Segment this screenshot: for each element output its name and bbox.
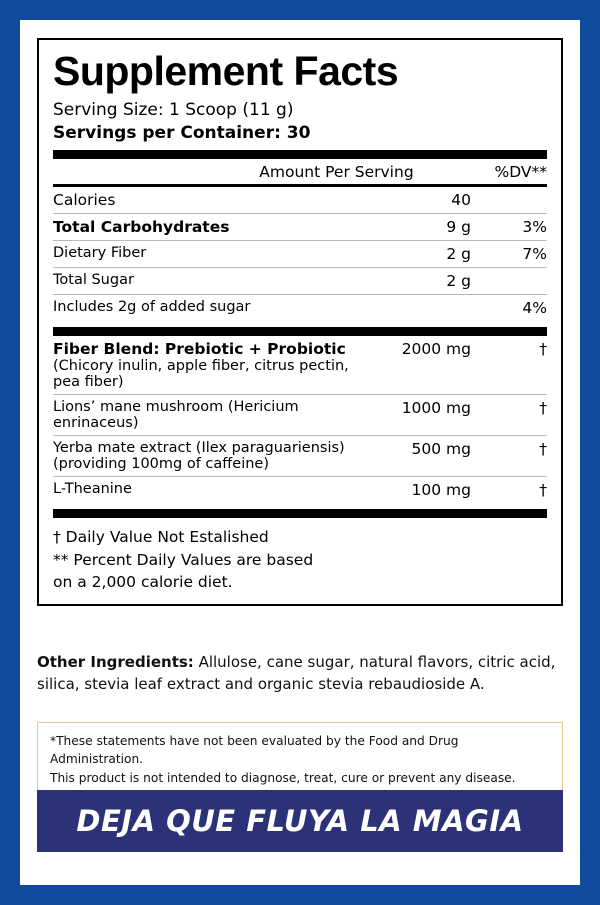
tagline-text: DEJA QUE FLUYA LA MAGIA — [76, 804, 524, 838]
blend-amount: 100 mg — [363, 477, 489, 504]
nutrient-dv: 4% — [489, 295, 547, 322]
nutrient-dv — [489, 268, 547, 295]
blend-rows — [53, 336, 547, 503]
blend-dv: † — [489, 436, 547, 477]
blend-dv: † — [539, 340, 547, 359]
table-row — [53, 187, 547, 214]
blend-amount: 500 mg — [363, 436, 489, 477]
blend-cell — [53, 477, 363, 504]
tagline-banner — [37, 790, 563, 852]
footnote-dagger: † Daily Value Not Estalished — [53, 528, 269, 547]
thick-rule-top — [53, 150, 547, 159]
blend-amount: 1000 mg — [363, 395, 489, 436]
blend-cell — [53, 336, 363, 395]
nutrient-amount: 40 — [451, 191, 471, 210]
table-header-row — [53, 159, 547, 184]
nutrient-amount: 2 g — [363, 268, 489, 295]
footnote-percent-dv-2: on a 2,000 calorie diet. — [53, 573, 233, 592]
nutrition-table — [53, 159, 547, 184]
blend-subtext: (providing 100mg of caffeine) — [53, 456, 269, 473]
table-row — [53, 268, 547, 295]
nutrient-name: Includes 2g of added sugar — [53, 295, 363, 322]
table-row — [53, 336, 547, 395]
thick-rule-middle — [53, 327, 547, 336]
nutrient-name: Dietary Fiber — [53, 241, 363, 268]
nutrient-dv: 3% — [489, 214, 547, 241]
nutrient-amount — [363, 295, 489, 322]
nutrient-rows — [53, 187, 547, 321]
blend-name: L-Theanine — [53, 481, 132, 498]
fda-disclaimer — [37, 722, 563, 798]
footnotes — [53, 526, 547, 593]
panel-title: Supplement Facts — [53, 48, 399, 94]
blend-cell — [53, 395, 363, 436]
other-ingredients-label: Other Ingredients: — [37, 653, 194, 671]
nutrient-name: Calories — [53, 191, 116, 210]
disclaimer-line-2: This product is not intended to diagnose, treat, cure or prevent any disease. — [50, 770, 516, 785]
nutrient-name: Total Carbohydrates — [53, 214, 363, 241]
nutrient-amount: 2 g — [363, 241, 489, 268]
blend-name: Fiber Blend: Prebiotic + Probiotic — [53, 340, 346, 359]
footnote-percent-dv-1: ** Percent Daily Values are based — [53, 550, 314, 569]
header-daily-value: %DV** — [494, 163, 547, 182]
table-row — [53, 477, 547, 504]
table-row — [53, 214, 547, 241]
blend-dv: † — [489, 395, 547, 436]
blend-amount: 2000 mg — [401, 340, 471, 359]
blend-name: Yerba mate extract (Ilex paraguariensis) — [53, 440, 345, 457]
blend-name: Lions’ mane mushroom (Hericium enrinaceus) — [53, 399, 299, 432]
table-row — [53, 295, 547, 322]
servings-per-container: Servings per Container: 30 — [53, 123, 311, 144]
nutrient-name: Total Sugar — [53, 268, 363, 295]
blend-subtext: (Chicory inulin, apple fiber, citrus pectin, pea fiber) — [53, 358, 349, 391]
label-card — [20, 20, 580, 885]
disclaimer-line-1: *These statements have not been evaluated by the Food and Drug Administration. — [50, 734, 459, 767]
header-amount-per-serving: Amount Per Serving — [259, 163, 414, 182]
blend-dv: † — [489, 477, 547, 504]
other-ingredients — [37, 652, 567, 696]
serving-size: Serving Size: 1 Scoop (11 g) — [53, 100, 294, 121]
nutrient-amount: 9 g — [363, 214, 489, 241]
table-row — [53, 436, 547, 477]
table-row — [53, 241, 547, 268]
thick-rule-bottom — [53, 509, 547, 518]
supplement-facts-panel — [37, 38, 563, 606]
other-ingredients-text: Allulose, cane sugar, natural flavors, citric acid, silica, stevia leaf extract and organic stevia rebaudioside A. — [37, 653, 556, 693]
nutrient-dv: 7% — [489, 241, 547, 268]
nutrient-dv — [489, 187, 547, 214]
blend-cell — [53, 436, 363, 477]
table-row — [53, 395, 547, 436]
